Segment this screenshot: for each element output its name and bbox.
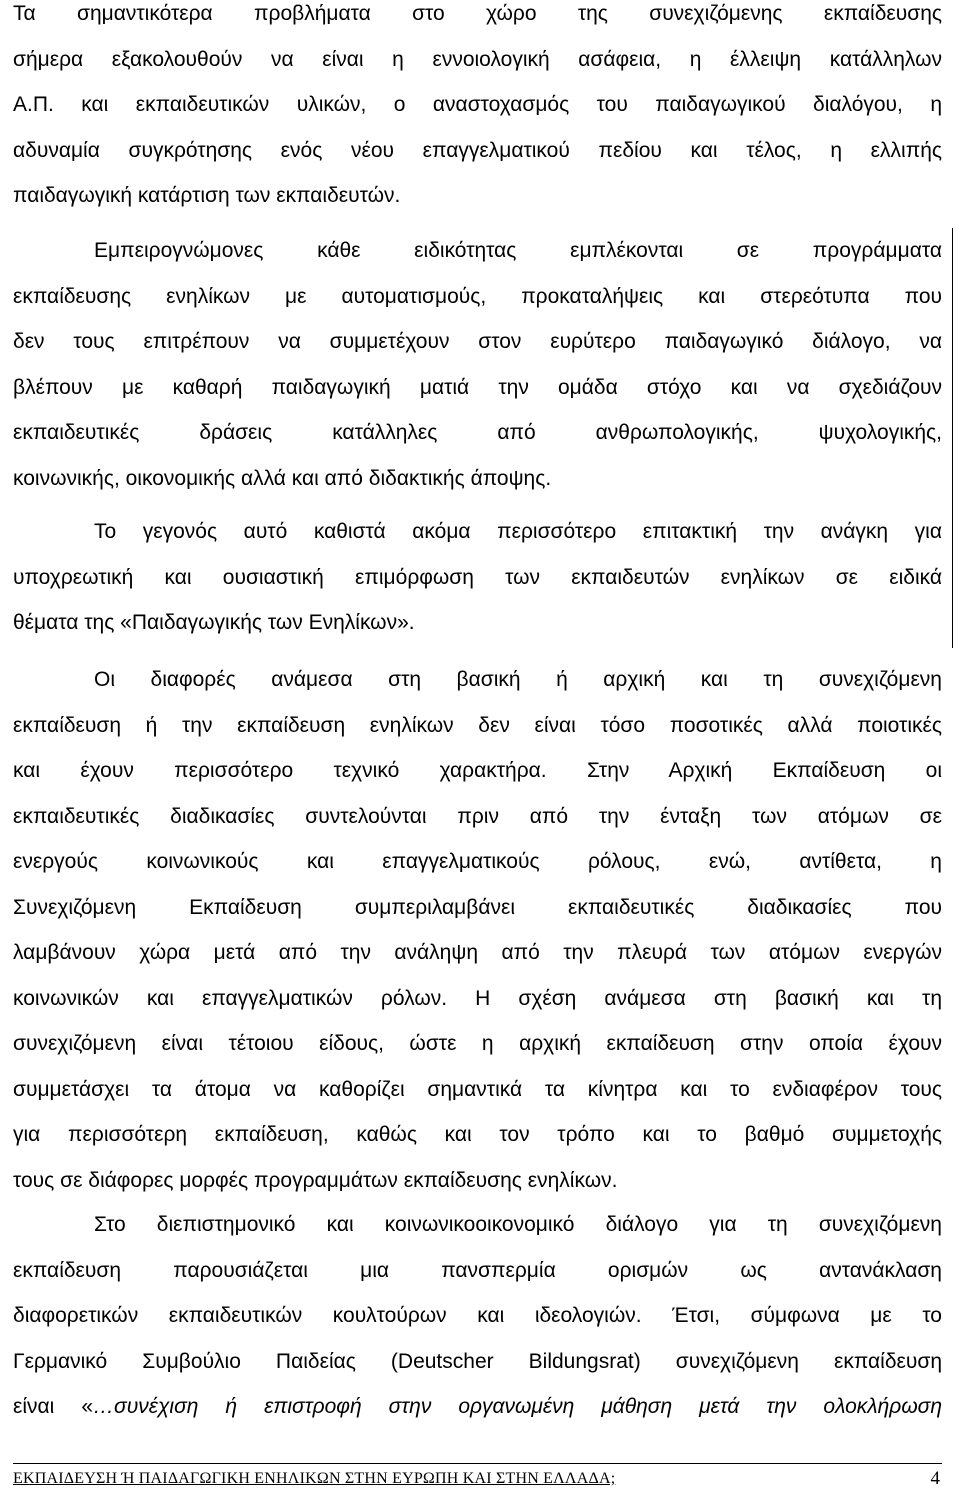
text-line: συνεχιζόμενη είναι τέτοιου είδους, ώστε η αρχική εκπαίδευση στην οποία έχουν <box>13 1032 942 1055</box>
paragraph-5 <box>13 1202 942 1430</box>
page-number: 4 <box>930 1468 940 1489</box>
text-line: εκπαίδευση ή την εκπαίδευση ενηλίκων δεν είναι τόσο ποσοτικές αλλά ποιοτικές <box>13 713 942 737</box>
text-line: βλέπουν με καθαρή παιδαγωγική ματιά την ομάδα στόχο και να σχεδιάζουν <box>13 375 942 399</box>
text-line-mixed <box>13 1384 942 1430</box>
text-line: σήμερα εξακολουθούν να είναι η εννοιολογική ασάφεια, η έλλειψη κατάλληλων <box>13 47 942 71</box>
text-line: συμμετάσχει τα άτομα να καθορίζει σημαντικά τα κίνητρα και το ενδιαφέρον τους <box>13 1077 942 1101</box>
text-line: για περισσότερη εκπαίδευση, καθώς και τον τρόπο και το βαθμό συμμετοχής <box>13 1123 942 1146</box>
text-line: υποχρεωτική και ουσιαστική επιμόρφωση των εκπαιδευτών ενηλίκων σε ειδικά <box>13 565 942 589</box>
text-line: Το γεγονός αυτό καθιστά ακόμα περισσότερο επιτακτική την ανάγκη για <box>94 520 942 543</box>
paragraph-4 <box>13 657 942 1203</box>
text-line: θέματα της «Παιδαγωγικής των Ενηλίκων». <box>13 611 415 634</box>
text-line: κοινωνικών και επαγγελματικών ρόλων. Η σχέση ανάμεσα στη βασική και τη <box>13 986 942 1010</box>
text-line: τους σε διάφορες μορφές προγραμμάτων εκπαίδευσης ενηλίκων. <box>13 1168 618 1192</box>
paragraph-1 <box>13 0 942 219</box>
text-italic: …συνέχιση ή επιστροφή στην οργανωμένη μάθηση μετά την ολοκλήρωση <box>93 1395 943 1418</box>
text-line: Οι διαφορές ανάμεσα στη βασική ή αρχική και τη συνεχιζόμενη <box>94 668 942 691</box>
text-line: δεν τους επιτρέπουν να συμμετέχουν στον ευρύτερο παιδαγωγικό διάλογο, να <box>13 330 942 353</box>
text-plain: είναι « <box>13 1395 94 1418</box>
text-line: Στο διεπιστημονικό και κοινωνικοοικονομικό διάλογο για τη συνεχιζόμενη <box>94 1213 942 1236</box>
text-line: εκπαιδευτικές διαδικασίες συντελούνται πριν από την ένταξη των ατόμων σε <box>13 804 942 828</box>
text-line: κοινωνικής, οικονομικής αλλά και από διδακτικής άποψης. <box>13 466 552 490</box>
text-line: Συνεχιζόμενη Εκπαίδευση συμπεριλαμβάνει εκπαιδευτικές διαδικασίες που <box>13 895 942 919</box>
text-line: παιδαγωγική κατάρτιση των εκπαιδευτών. <box>13 184 401 207</box>
paragraph-3 <box>13 509 942 646</box>
text-line: Γερμανικό Συμβούλιο Παιδείας (Deutscher Bildungsrat) συνεχιζόμενη εκπαίδευση <box>13 1349 942 1373</box>
text-line: ενεργούς κοινωνικούς και επαγγελματικούς ρόλους, ενώ, αντίθετα, η <box>13 850 942 873</box>
margin-rule <box>952 228 953 648</box>
text-line: και έχουν περισσότερο τεχνικό χαρακτήρα. Στην Αρχική Εκπαίδευση οι <box>13 759 942 782</box>
text-line: Τα σημαντικότερα προβλήματα στο χώρο της συνεχιζόμενης εκπαίδευσης <box>13 2 942 25</box>
text-line: λαμβάνουν χώρα μετά από την ανάληψη από την πλευρά των ατόμων ενεργών <box>13 941 942 964</box>
footer-title: ΕΚΠΑΙΔΕΥΣΗ Ή ΠΑΙΔΑΓΩΓΙΚΗ ΕΝΗΛΙΚΩΝ ΣΤΗΝ ΕΥΡΩΠΗ ΚΑΙ ΣΤΗΝ ΕΛΛΑΔΑ; <box>13 1470 616 1487</box>
page-footer <box>13 1463 942 1492</box>
paragraph-2 <box>13 228 942 501</box>
text-line: εκπαιδευτικές δράσεις κατάλληλες από ανθρωπολογικής, ψυχολογικής, <box>13 421 942 444</box>
text-line: εκπαίδευσης ενηλίκων με αυτοματισμούς, προκαταλήψεις και στερεότυπα που <box>13 284 942 308</box>
text-line: εκπαίδευση παρουσιάζεται μια πανσπερμία ορισμών ως αντανάκλαση <box>13 1258 942 1282</box>
text-line: αδυναμία συγκρότησης ενός νέου επαγγελματικού πεδίου και τέλος, η ελλιπής <box>13 138 942 162</box>
text-line: Α.Π. και εκπαιδευτικών υλικών, ο αναστοχασμός του παιδαγωγικού διαλόγου, η <box>13 93 942 116</box>
text-line: Εμπειρογνώμονες κάθε ειδικότητας εμπλέκονται σε προγράμματα <box>94 239 942 262</box>
text-line: διαφορετικών εκπαιδευτικών κουλτούρων και ιδεολογιών. Έτσι, σύμφωνα με το <box>13 1304 942 1327</box>
